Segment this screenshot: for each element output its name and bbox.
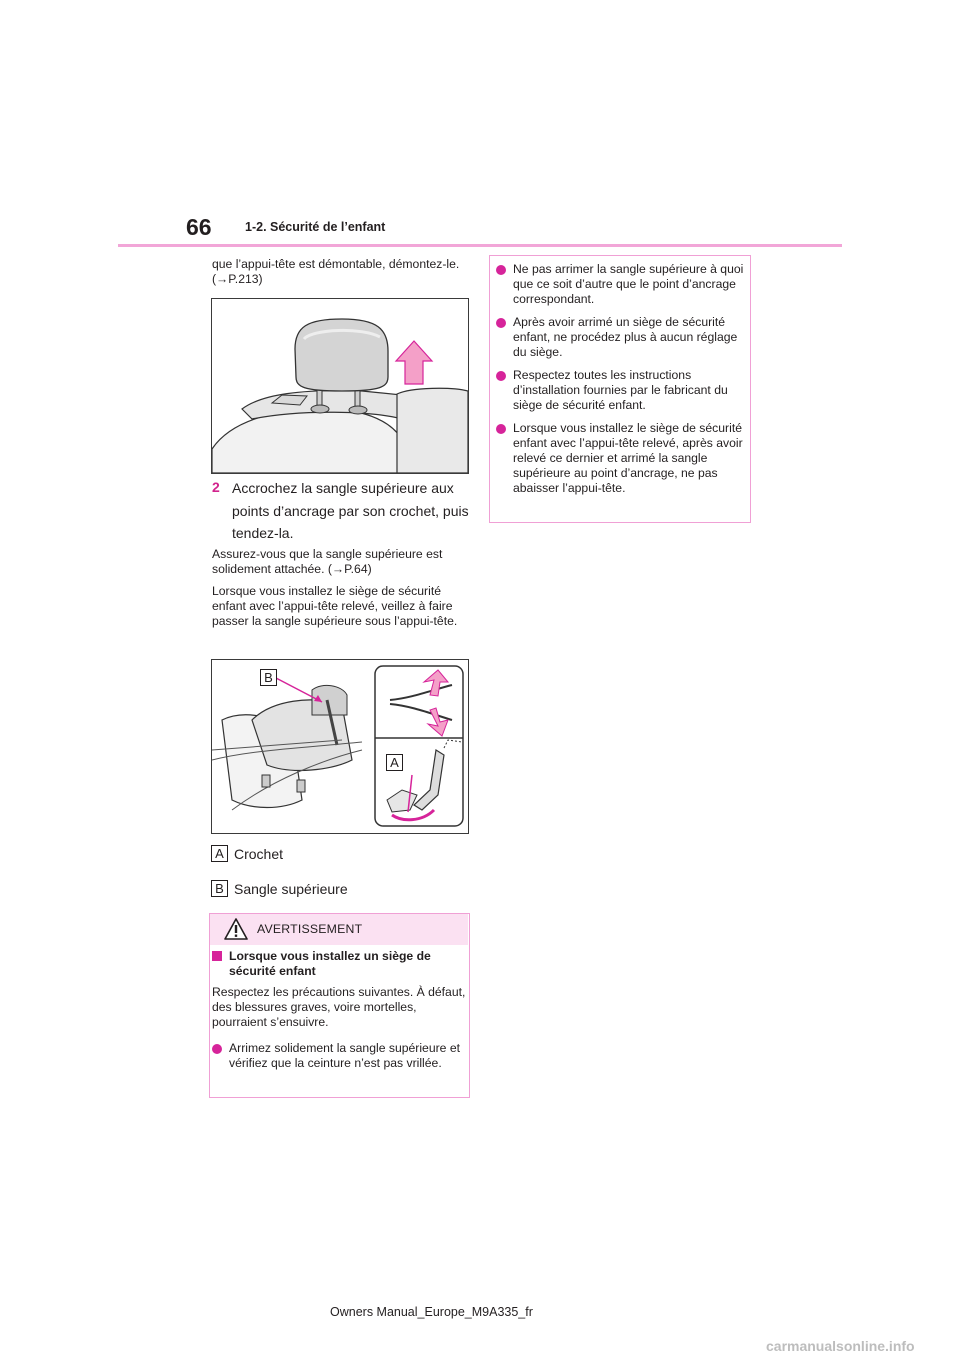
warning-triangle-icon xyxy=(224,918,248,945)
list-item xyxy=(496,315,746,360)
warning-subheading-text: Lorsque vous installez un siège de sécurité enfant xyxy=(229,949,431,978)
step-number: 2 xyxy=(212,479,220,495)
intro-text: que l’appui-tête est démontable, démontez-le.(→P.213) xyxy=(212,257,460,286)
warning-item-text: Arrimez solidement la sangle supérieure et vérifiez que la ceinture n’est pas vrillée. xyxy=(229,1041,460,1070)
list-item-text: Ne pas arrimer la sangle supérieure à quoi que ce soit d’autre que le point d’ancrage correspondant. xyxy=(513,262,744,306)
list-item xyxy=(496,421,746,496)
watermark: carmanualsonline.info xyxy=(766,1338,915,1354)
paragraph-headrest: Lorsque vous installez le siège de sécurité enfant avec l’appui-tête relevé, veillez à faire passer la sangle supérieure sous l’appui-tête. xyxy=(212,584,458,628)
warning-list-item xyxy=(212,1041,462,1071)
warning-paragraph: Respectez les précautions suivantes. À défaut, des blessures graves, voire mortelles, pourraient s’ensuivre. xyxy=(212,985,466,1029)
hook-attachment-illustration xyxy=(211,659,469,834)
headrest-illustration xyxy=(211,298,469,474)
section-title: 1-2. Sécurité de l’enfant xyxy=(245,220,386,234)
footer-document-id: Owners Manual_Europe_M9A335_fr xyxy=(330,1305,533,1319)
step-text: Accrochez la sangle supérieure aux points d’ancrage par son crochet, puis tendez-la. xyxy=(232,480,469,541)
warning-title: AVERTISSEMENT xyxy=(257,922,363,936)
legend-key-a: A xyxy=(211,845,228,862)
list-item-text: Lorsque vous installez le siège de sécurité enfant avec l’appui-tête relevé, après avoir relevé ce dernier et arrimé la sangle supérieure au point d’ancrage, ne pas abaisser l’appui-tête. xyxy=(513,421,743,495)
figure-label-b: B xyxy=(260,669,277,686)
legend-item-b xyxy=(211,880,348,897)
headrest-drawing xyxy=(212,299,468,473)
legend-text-b: Sangle supérieure xyxy=(234,880,348,897)
legend-text-a: Crochet xyxy=(234,845,284,862)
figure-label-a: A xyxy=(386,754,403,771)
round-bullet-icon xyxy=(496,265,506,275)
header-rule xyxy=(118,244,842,247)
list-item xyxy=(496,368,746,413)
square-bullet-icon xyxy=(212,951,222,961)
warning-subheading xyxy=(212,949,462,979)
round-bullet-icon xyxy=(212,1044,222,1054)
list-item-text: Après avoir arrimé un siège de sécurité enfant, ne procédez plus à aucun réglage du siège. xyxy=(513,315,738,359)
page-number: 66 xyxy=(186,214,212,240)
round-bullet-icon xyxy=(496,424,506,434)
right-warning-list xyxy=(496,262,746,504)
paragraph-attach: Assurez-vous que la sangle supérieure est solidement attachée. (→P.64) xyxy=(212,547,443,576)
step-2 xyxy=(212,477,472,545)
legend-item-a xyxy=(211,845,283,862)
hook-drawing xyxy=(212,660,468,833)
round-bullet-icon xyxy=(496,318,506,328)
round-bullet-icon xyxy=(496,371,506,381)
list-item-text: Respectez toutes les instructions d’installation fournies par le fabricant du siège de sécurité enfant. xyxy=(513,368,728,412)
legend-key-b: B xyxy=(211,880,228,897)
list-item xyxy=(496,262,746,307)
